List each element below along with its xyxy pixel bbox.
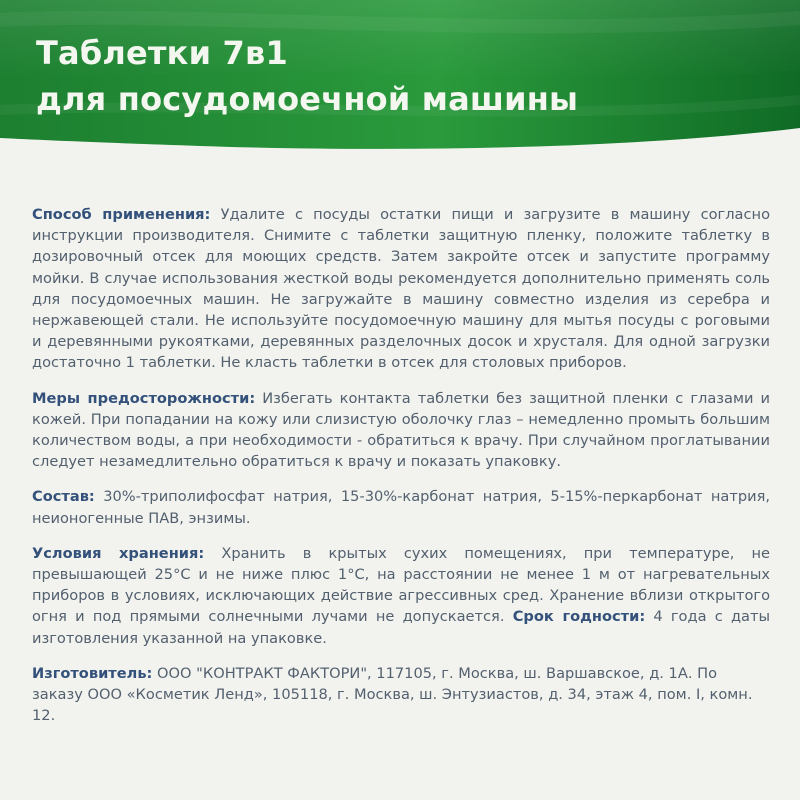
usage-section — [32, 204, 770, 374]
manufacturer-section — [32, 663, 770, 727]
precautions-text: Избегать контакта таблетки без защитной пленки с глазами и кожей. При попадании на кожу или слизистую оболочку глаз – немедленно промыть большим количеством воды, а при необходимости - обратиться к врачу. При случайном проглатывании следует незамедлительно обратиться к врачу и показать упаковку. — [32, 389, 770, 471]
manufacturer-label: Изготовитель: — [32, 664, 153, 682]
usage-label: Способ применения: — [32, 206, 211, 223]
product-title — [36, 30, 578, 122]
storage-section — [32, 543, 770, 649]
storage-label: Условия хранения: — [32, 544, 205, 562]
precautions-section — [32, 388, 770, 473]
storage-text: Хранить в крытых сухих помещениях, при температуре, не превышающей 25°С и не ниже плюс 1°С, на расстоянии не менее 1 м от нагревательных приборов в условиях, исключающих действие агрессивных сред. Хранение вблизи открытого огня и под прямыми солнечными лучами не допускается. — [32, 544, 771, 626]
shelf-life-text: 4 года с даты изготовления указанной на упаковке. — [32, 608, 771, 647]
composition-section — [32, 486, 770, 528]
manufacturer-text: ООО "КОНТРАКТ ФАКТОРИ", 117105, г. Москва, ш. Варшавское, д. 1А. По заказу ООО «Косметик Ленд», 105118, г. Москва, ш. Энтузиастов, д. 34, этаж 4, пом. I, комн. 12. — [32, 664, 753, 725]
title-line-2: для посудомоечной машины — [36, 80, 579, 118]
header-banner — [0, 0, 800, 160]
title-line-1: Таблетки 7в1 — [36, 34, 288, 72]
shelf-life-label: Срок годности: — [512, 608, 646, 626]
instructions-text — [32, 204, 770, 740]
composition-text: 30%-триполифосфат натрия, 15-30%-карбонат натрия, 5-15%-перкарбонат натрия, неионогенные ПАВ, энзимы. — [32, 488, 770, 527]
composition-label: Состав: — [32, 488, 95, 506]
precautions-label: Меры предосторожности: — [32, 389, 256, 407]
usage-text: Удалите с посуды остатки пищи и загрузите в машину согласно инструкции производителя. Снимите с таблетки защитную пленку, положите таблетку в дозировочный отсек для моющих средств. Затем закройте отсек и запустите программу мойки. В случае использования жесткой воды рекомендуется дополнительно применять соль для посудомоечных машин. Не загружайте в машину совместно изделия из серебра и нержавеющей стали. Не используйте посудомоечную машину для мытья посуды с роговыми и деревянными рукоятками, деревянных разделочных досок и хрусталя. Для одной загрузки достаточно 1 таблетки. Не класть таблетки в отсек для столовых приборов. — [32, 206, 770, 372]
